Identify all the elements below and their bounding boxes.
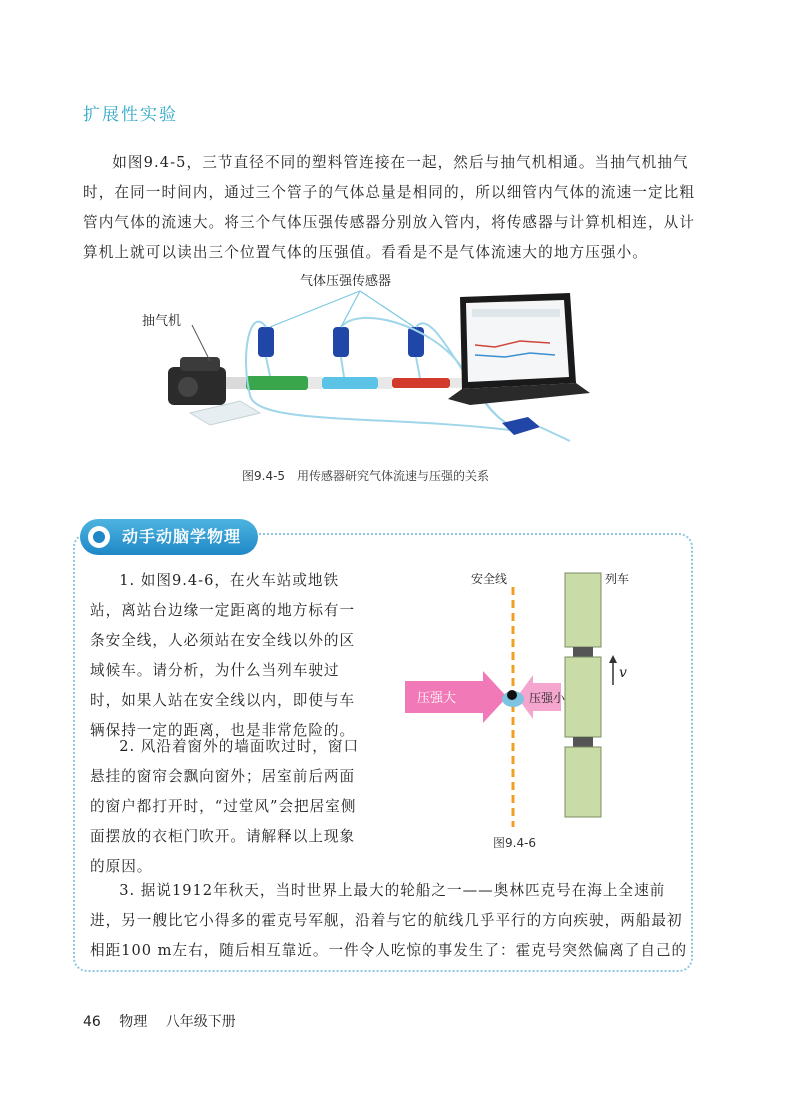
tube-blue (322, 377, 378, 389)
label-pointer (360, 291, 414, 327)
sensor-3 (408, 327, 424, 378)
section-title: 扩展性实验 (83, 105, 178, 125)
figure2-caption: 图9.4-6 (493, 836, 537, 850)
sensor-1 (258, 327, 274, 376)
safety-line-label: 安全线 (471, 572, 508, 586)
pump-image (168, 357, 226, 405)
label-sensor: 气体压强传感器 (300, 274, 392, 289)
figure-apparatus (130, 265, 600, 465)
high-pressure-label: 压强大 (417, 691, 457, 706)
velocity-arrowhead (609, 655, 617, 663)
intro-text (83, 148, 697, 268)
question-1: 1. 如图9.4-6，在火车站或地铁站，离站台边缘一定距离的地方标有一条安全线，人必须站在安全线以外的区域候车。请分析，为什么当列车驶过时，如果人站在安全线以内，即使与车辆保持一定的距离，也是非常危险的。 (90, 572, 356, 739)
question-3: 3. 据说1912年秋天，当时世界上最大的轮船之一——奥林匹克号在海上全速前进，另一艘比它小得多的霍克号军舰，沿着与它的航线几乎平行的方向疾驶，两船最初相距100 m左右，随后相互靠近。一件令人吃惊的事发生了：霍克号突然偏离了自己的 (90, 882, 688, 959)
figure-safety-line (395, 565, 655, 835)
tube-red (392, 378, 450, 388)
train (565, 573, 601, 817)
page-number: 46 (83, 1014, 101, 1030)
interface-box (502, 417, 570, 441)
intro-paragraph: 如图9.4-5，三节直径不同的塑料管连接在一起，然后与抽气机相通。当抽气机抽气时，在同一时间内，通过三个管子的气体总量是相同的，所以细管内气体的流速一定比粗管内气体的流速大。将三个气体压强传感器分别放入管内，将传感器与计算机相连，从计算机上就可以读出三个位置气体的压强值。看看是不是气体流速大的地方压强小。 (83, 154, 696, 261)
low-pressure-label: 压强小 (529, 691, 566, 705)
tube-green (246, 376, 308, 390)
question-2: 2. 风沿着窗外的墙面吹过时，窗口悬挂的窗帘会飘向窗外；居室前后两面的窗户都打开时，“过堂风”会把居室侧面摆放的衣柜门吹开。请解释以上现象的原因。 (90, 738, 360, 875)
tube-connector (226, 377, 246, 389)
label-pump: 抽气机 (142, 314, 182, 329)
sensor-2 (333, 327, 349, 377)
book-name: 八年级下册 (165, 1014, 236, 1030)
velocity-label: v (619, 665, 627, 681)
tube-joint (378, 377, 392, 389)
laptop-image (448, 293, 590, 405)
activity-title: 动手动脑学物理 (122, 527, 242, 546)
page-footer (83, 1011, 250, 1031)
figure1-caption: 图9.4-5 用传感器研究气体流速与压强的关系 (242, 469, 490, 483)
target-icon (88, 526, 110, 548)
label-pointer (192, 325, 210, 361)
tube-joint (308, 377, 322, 389)
train-label: 列车 (605, 572, 630, 586)
activity-header (80, 519, 258, 555)
subject-name: 物理 (119, 1014, 148, 1030)
